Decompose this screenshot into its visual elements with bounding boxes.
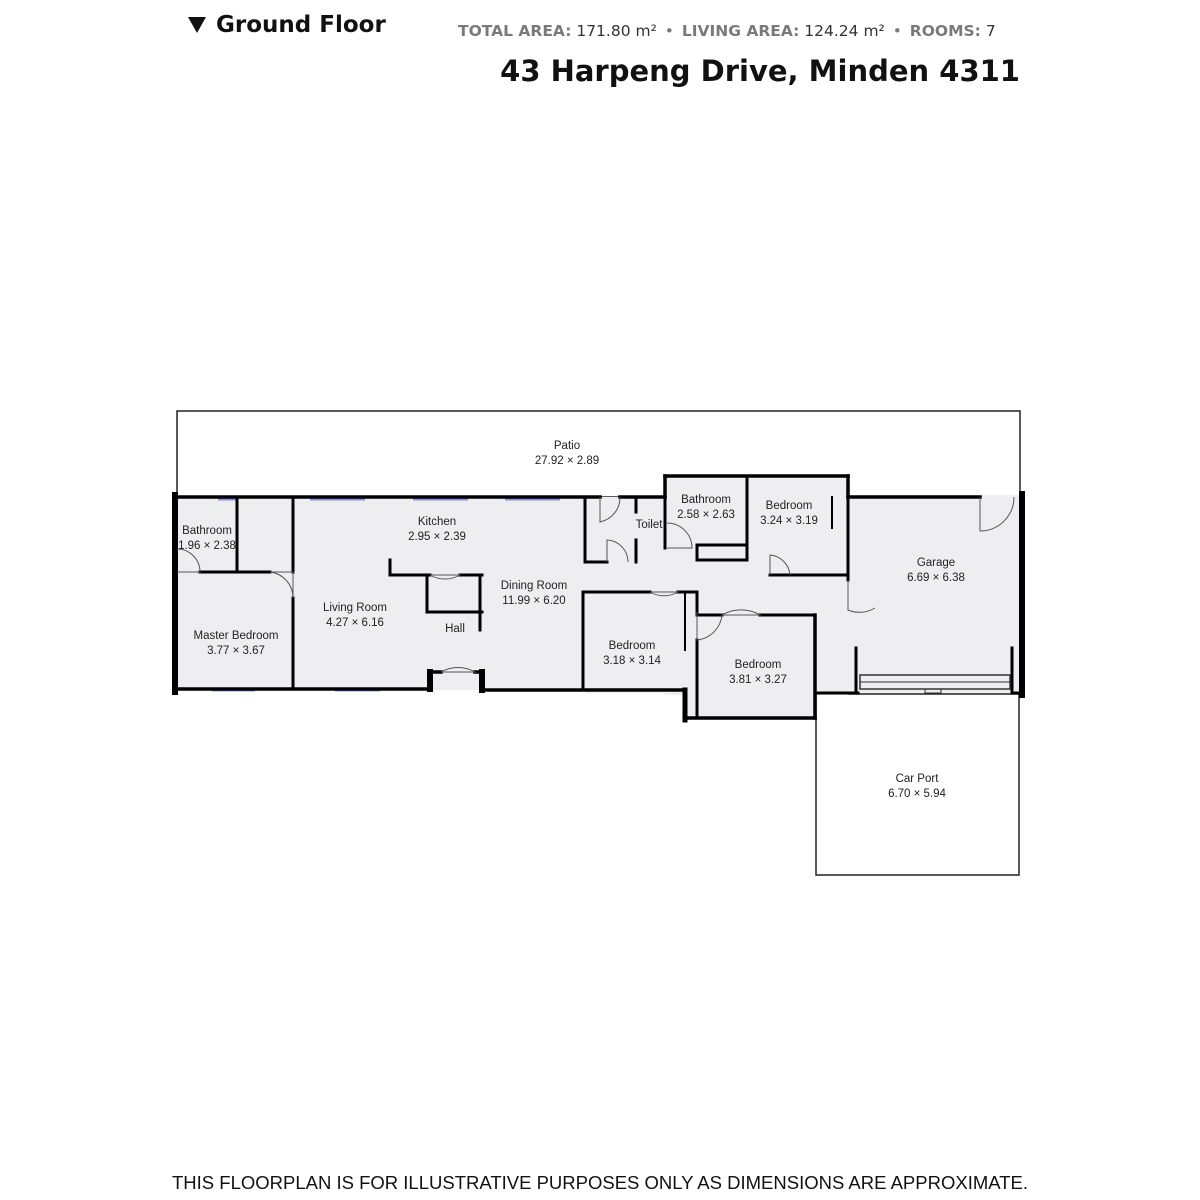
room-bathroom-2-dims: 2.58 × 2.63 [677,509,735,521]
room-bedroom-1-name: Bedroom [765,500,813,512]
room-bedroom-1-dims: 3.24 × 3.19 [760,515,818,527]
room-dining-dims: 11.99 × 6.20 [502,595,566,607]
room-garage-dims: 6.69 × 6.38 [907,572,965,584]
total-area-value: 171.80 m² [576,22,657,40]
room-carport-dims: 6.70 × 5.94 [888,788,946,800]
floor-title[interactable]: Ground Floor [216,12,386,38]
room-master-bedroom-name: Master Bedroom [193,630,279,642]
room-kitchen-name: Kitchen [417,516,457,528]
room-kitchen-dims: 2.95 × 2.39 [408,531,466,543]
room-bedroom-2-name: Bedroom [608,640,656,652]
room-master-bedroom-dims: 3.77 × 3.67 [207,645,265,657]
room-bathroom-1-dims: 1.96 × 2.38 [178,540,236,552]
room-toilet-name: Toilet [635,519,663,531]
room-garage-name: Garage [916,557,956,569]
room-bedroom-3-dims: 3.81 × 3.27 [729,674,787,686]
rooms-value: 7 [985,22,996,40]
separator-dot: • [664,22,674,40]
room-patio-name: Patio [553,440,581,452]
rooms-label: ROOMS: [909,22,981,40]
room-bedroom-3-name: Bedroom [734,659,782,671]
living-area-label: LIVING AREA: [681,22,800,40]
separator-dot: • [892,22,902,40]
living-area-value: 124.24 m² [804,22,885,40]
disclaimer: THIS FLOORPLAN IS FOR ILLUSTRATIVE PURPOSES ONLY AS DIMENSIONS ARE APPROXIMATE. [171,1172,1028,1193]
room-bathroom-1-name: Bathroom [182,525,232,537]
room-bathroom-2-name: Bathroom [681,494,731,506]
room-living-dims: 4.27 × 6.16 [326,617,384,629]
room-hall-name: Hall [445,623,465,635]
room-patio-dims: 27.92 × 2.89 [534,455,600,467]
room-bedroom-2-dims: 3.18 × 3.14 [603,655,661,667]
room-living-name: Living Room [323,602,387,614]
patio-area [177,411,1020,497]
total-area-label: TOTAL AREA: [458,22,572,40]
room-dining-name: Dining Room [500,580,568,592]
room-carport-name: Car Port [895,773,939,785]
property-address: 43 Harpeng Drive, Minden 4311 [500,54,1020,88]
